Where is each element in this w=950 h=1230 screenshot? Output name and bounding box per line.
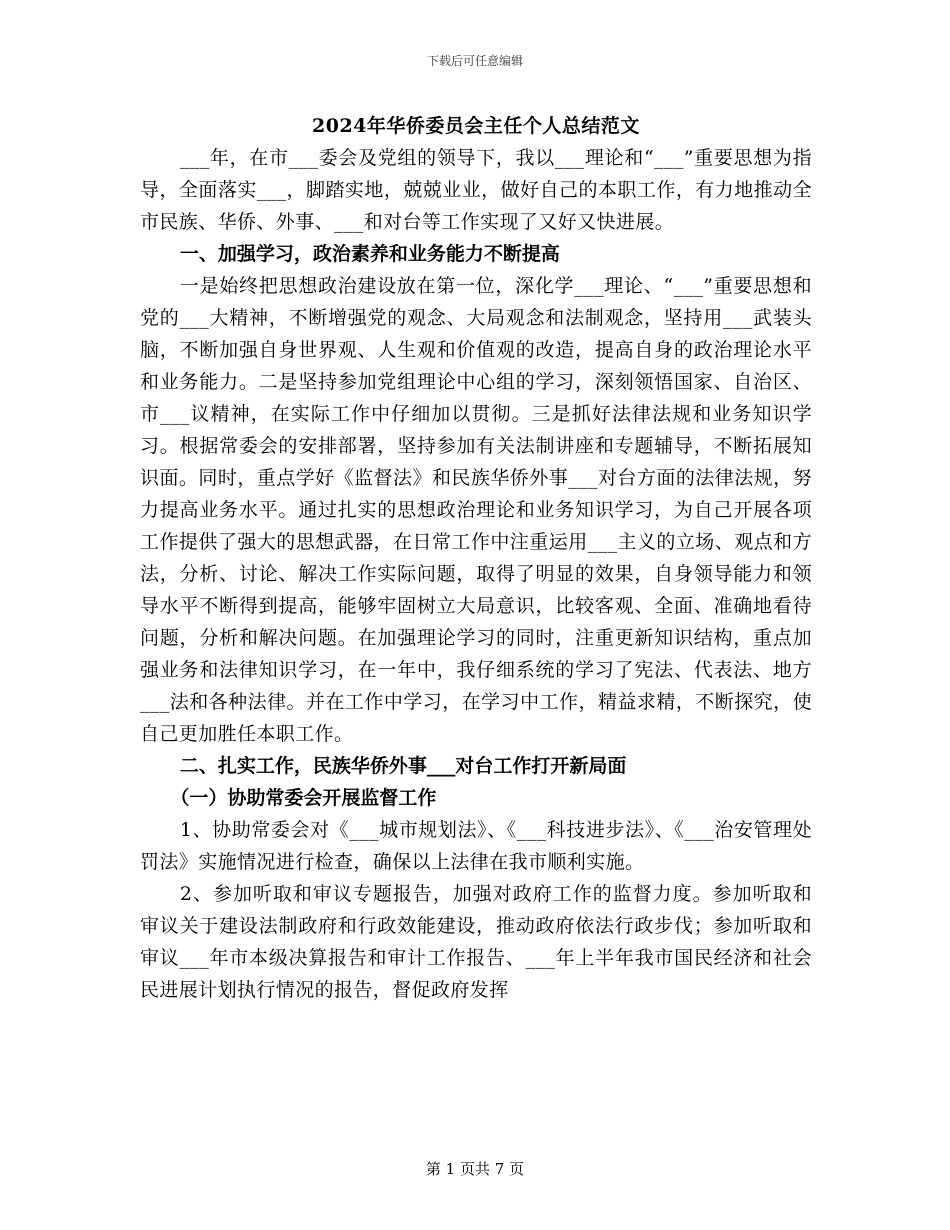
page-header: 下载后可任意编辑 (426, 54, 523, 68)
section2-item1: 1、协助常委会对《___城市规划法》、《___科技进步法》、《___治安管理处罚法》实施情况进行检查，确保以上法律在我市顺利实施。 (140, 819, 812, 873)
section1-body: 一是始终把思想政治建设放在第一位，深化学___理论、“___”重要思想和党的___大精神，不断增强党的观念、大局观念和法制观念，坚持用___武装头脑，不断加强自身世界观、人生观和价值观的改造，提高自身的政治理论水平和业务能力。二是坚持参加党组理论中心组的学习，深刻领悟国家、自治区、市___议精神，在实际工作中仔细加以贯彻。三是抓好法律法规和业务知识学习。根据常委会的安排部署，坚持参加有关法制讲座和专题辅导，不断拓展知识面。同时，重点学好《监督法》和民族华侨外事___对台方面的法律法规，努力提高业务水平。通过扎实的思想政治理论和业务知识学习，为自己开展各项工作提供了强大的思想武器，在日常工作中注重运用___主义的立场、观点和方法，分析、讨论、解决工作实际问题，取得了明显的效果，自身领导能力和领导水平不断得到提高，能够牢固树立大局意识，比较客观、全面、准确地看待问题，分析和解决问题。在加强理论学习的同时，注重更新知识结构，重点加强业务和法律知识学习，在一年中，我仔细系统的学习了宪法、代表法、地方___法和各种法律。并在工作中学习，在学习中工作，精益求精，不断探究，使自己更加胜任本职工作。 (140, 275, 812, 745)
document-title: 2024年华侨委员会主任个人总结范文 (312, 115, 640, 137)
document-body (140, 110, 812, 1006)
page-footer: 第 1 页共 7 页 (425, 1160, 525, 1178)
intro-paragraph: ___年，在市___委会及党组的领导下，我以___理论和“___”重要思想为指导，全面落实___，脚踏实地，兢兢业业，做好自己的本职工作，有力地推动全市民族、华侨、外事、___和对台等工作实现了又好又快进展。 (140, 147, 812, 233)
section1-heading: 一、加强学习，政治素养和业务能力不断提高 (179, 243, 560, 265)
section2-item2: 2、参加听取和审议专题报告，加强对政府工作的监督力度。参加听取和审议关于建设法制政府和行政效能建设，推动政府依法行政步伐；参加听取和审议___年市本级决算报告和审计工作报告、___年上半年我市国民经济和社会民进展计划执行情况的报告，督促政府发挥 (140, 883, 812, 1001)
section2-subheading: （一）协助常委会开展监督工作 (170, 787, 437, 809)
section2-heading: 二、扎实工作，民族华侨外事___对台工作打开新局面 (179, 755, 627, 777)
